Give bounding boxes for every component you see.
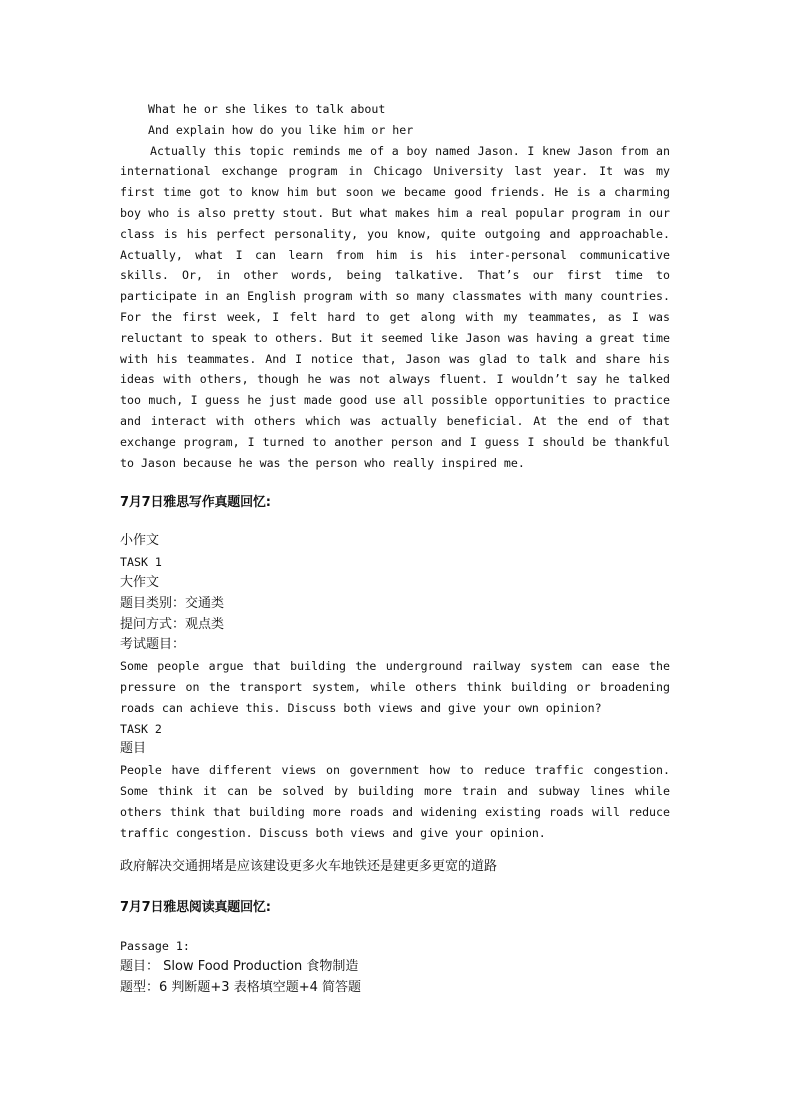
writing-heading: 7月7日雅思写作真题回忆:: [120, 495, 271, 511]
speaking-answer-paragraph: Actually this topic reminds me of a boy named Jason. I knew Jason from an international exchange program in Chicago University last year. It was my first time got to know him but soon we became good friends. He is a charming boy who is also pretty stout. But what makes him a real popular program in our class is his perfect personality, you know, quite outgoing and approachable. Actually, what I can learn from him is his inter-personal communicative skills. Or, in other words, being talkative. That’s our first time to participate in an English program with so many classmates with many countries. For the first week, I felt hard to get along with my teammates, as I was reluctant to speak to others. But it seemed like Jason was having a great time with his teammates. And I notice that, Jason was glad to talk and share his ideas with others, though he was not always fluent. I wouldn’t say he talked too much, I guess he just made good use all possible opportunities to practice and interact with others which was actually beneficial. At the end of that exchange program, I turned to another person and I guess I should be thankful to Jason because he was the person who really inspired me.: [120, 143, 670, 470]
task1-question: Some people argue that building the underground railway system can ease the pressure on the transport system, while others think building or broadening roads can achieve this. Discuss both views and give your own opinion?: [120, 659, 670, 715]
writing-section: [120, 531, 670, 878]
topic-category: 题目类别：交通类: [120, 595, 225, 611]
topic-label: 题目: [120, 741, 147, 757]
question-types: 题型：6 判断题+3 表格填空题+4 简答题: [120, 979, 361, 995]
prompt-line-1: What he or she likes to talk about: [148, 102, 386, 116]
document-page: [120, 99, 670, 998]
speaking-section: [120, 99, 670, 473]
task2-label: TASK 2: [120, 721, 162, 736]
task1-label: TASK 1: [120, 555, 162, 570]
question-style: 提问方式：观点类: [120, 616, 225, 632]
prompt-line-2: And explain how do you like him or her: [148, 122, 414, 137]
big-essay-label: 大作文: [120, 574, 160, 590]
chinese-translation: 政府解决交通拥堵是应该建设更多火车地铁还是建更多更宽的道路: [120, 859, 498, 875]
passage-title: 题目： Slow Food Production 食物制造: [120, 958, 359, 974]
task2-question: People have different views on government how to reduce traffic congestion. Some think it can be solved by building more train and subway lines while others think that building more roads and widening existing roads will reduce traffic congestion. Discuss both views and give your opinion.: [120, 763, 670, 840]
reading-heading: 7月7日雅思阅读真题回忆:: [120, 900, 271, 916]
exam-topic-label: 考试题目：: [120, 637, 186, 653]
reading-section: [120, 936, 670, 998]
passage-label: Passage 1:: [120, 939, 190, 954]
small-essay-label: 小作文: [120, 533, 160, 549]
